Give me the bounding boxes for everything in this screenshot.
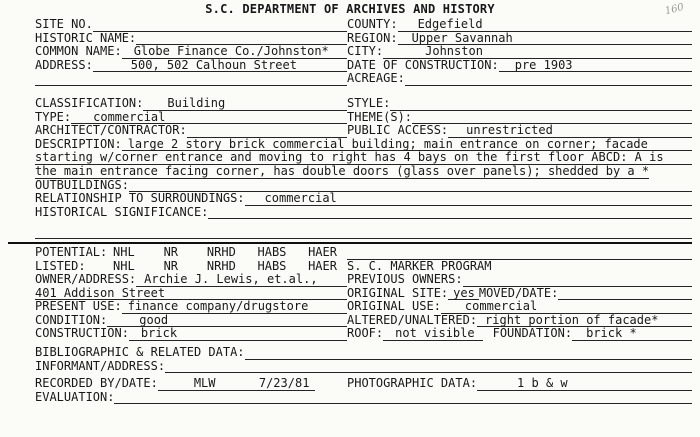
historical-significance-line — [208, 206, 692, 220]
field-photographic-data — [347, 377, 692, 391]
foundation-label: FOUNDATION: — [492, 326, 573, 341]
previous-owners-label: PREVIOUS OWNERS: — [347, 272, 463, 287]
row-blank-line — [35, 225, 692, 239]
owner-address-line — [322, 273, 347, 287]
address-continuation-line — [35, 72, 347, 86]
field-address-continuation — [35, 72, 347, 86]
row-listed-marker — [35, 260, 692, 274]
altered-unaltered-label: ALTERED/UNALTERED: — [347, 312, 478, 327]
field-public-access — [347, 124, 692, 138]
row-address-construction-date — [35, 59, 692, 73]
outbuildings-label: OUTBUILDINGS: — [35, 177, 129, 192]
field-condition — [35, 314, 347, 328]
photographic-data-value: 1 b & w — [477, 377, 576, 391]
address-value: 500, 502 Calhoun Street — [93, 59, 303, 73]
city-line — [491, 45, 692, 59]
recorded-by-date-value: MLW 7/23/81 — [158, 377, 316, 391]
relationship-value: commercial — [245, 192, 347, 206]
altered-unaltered-value: right portion of facade* — [477, 314, 662, 328]
relationship-label: RELATIONSHIP TO SURROUNDINGS: — [35, 191, 245, 206]
marker-program-label: S. C. MARKER PROGRAM — [347, 258, 492, 273]
informant-address-line — [165, 360, 692, 374]
bibliographic-line — [245, 346, 692, 360]
public-access-line — [561, 124, 692, 138]
architect-contractor-line — [187, 124, 347, 138]
construction-label: CONSTRUCTION: — [35, 326, 129, 341]
recorded-by-date-label: RECORDED BY/DATE: — [35, 376, 158, 391]
original-site-label: ORIGINAL SITE: — [347, 285, 449, 300]
field-date-of-construction — [347, 59, 692, 73]
description-value-line3: the main entrance facing corner, has double doors (glass over panels); shedded by a * — [35, 163, 650, 178]
description-line2-rule — [664, 151, 692, 165]
field-present-use — [35, 300, 347, 314]
city-value: Johnston — [383, 45, 491, 59]
themes-label: THEME(S): — [347, 109, 413, 124]
row-description-1 — [35, 138, 692, 152]
city-label: CITY: — [347, 44, 384, 59]
previous-owners-line — [463, 273, 692, 287]
handwritten-page-number: 160 — [663, 1, 685, 18]
region-line — [521, 32, 692, 46]
address-label: ADDRESS: — [35, 57, 93, 72]
common-name-label: COMMON NAME: — [35, 44, 122, 59]
owner-address-value2: 401 Addison Street — [35, 285, 166, 300]
style-label: STYLE: — [347, 95, 391, 110]
county-label: COUNTY: — [347, 17, 398, 31]
relationship-line — [347, 192, 692, 206]
site-no-line — [93, 18, 347, 32]
blank-continuation-line — [35, 225, 692, 239]
field-themes — [347, 111, 692, 125]
style-line — [390, 97, 692, 111]
type-label: TYPE: — [35, 109, 72, 124]
row-bibliographic — [35, 346, 692, 360]
row-construction-roof — [35, 327, 692, 341]
public-access-label: PUBLIC ACCESS: — [347, 123, 449, 138]
row-presentuse-originaluse — [35, 300, 692, 314]
row-outbuildings — [35, 179, 692, 193]
description-line1-rule — [652, 138, 692, 152]
region-label: REGION: — [347, 30, 398, 45]
owner-address2-line — [165, 287, 347, 301]
field-recorded-by-date — [35, 377, 347, 391]
field-owner-address-2 — [35, 287, 347, 301]
original-use-value: commercial — [441, 300, 545, 314]
condition-value: good — [107, 314, 176, 328]
construction-value: brick — [129, 327, 185, 341]
field-type — [35, 111, 347, 125]
field-style — [347, 97, 692, 111]
potential-options: NHL NR NRHD HABS HAER — [113, 244, 337, 259]
address-line — [303, 59, 347, 73]
field-site-no — [35, 18, 347, 32]
historic-name-line — [136, 32, 347, 46]
foundation-line — [643, 327, 692, 341]
field-previous-owners — [347, 273, 692, 287]
field-construction — [35, 327, 347, 341]
marker-program-spacer — [492, 260, 693, 274]
roof-label: ROOF: — [347, 326, 384, 341]
field-owner-address — [35, 273, 347, 287]
original-use-label: ORIGINAL USE: — [347, 299, 441, 314]
field-architect-contractor — [35, 124, 347, 138]
description-line3-trail — [649, 165, 692, 179]
photographic-data-label: PHOTOGRAPHIC DATA: — [347, 376, 478, 391]
row-description-2 — [35, 151, 692, 165]
public-access-value: unrestricted — [448, 124, 561, 138]
themes-line — [412, 111, 692, 125]
description-value-line2: starting w/corner entrance and moving to right has 4 bays on the first floor ABCD: A is — [35, 150, 664, 165]
original-use-line — [545, 300, 692, 314]
row-evaluation — [35, 391, 692, 405]
bibliographic-label: BIBLIOGRAPHIC & RELATED DATA: — [35, 345, 245, 360]
construction-line — [185, 327, 347, 341]
row-owneraddr2-originalsite — [35, 287, 692, 301]
field-altered-unaltered — [347, 314, 692, 328]
form-title: S.C. DEPARTMENT OF ARCHIVES AND HISTORY — [205, 2, 495, 16]
roof-value: not visible — [383, 327, 482, 341]
classification-value: Building — [143, 97, 231, 111]
row-type-themes — [35, 111, 692, 125]
architect-contractor-label: ARCHITECT/CONTRACTOR: — [35, 123, 187, 138]
field-marker-program — [347, 260, 692, 274]
field-roof-foundation — [347, 327, 692, 341]
acreage-line — [405, 72, 692, 86]
acreage-label: ACREAGE: — [347, 71, 405, 86]
county-line — [491, 18, 692, 32]
moved-date-label: MOVED/DATE: — [478, 285, 559, 300]
field-acreage — [347, 72, 692, 86]
altered-unaltered-line — [662, 314, 692, 328]
listed-options: NHL NR NRHD HABS HAER — [113, 258, 337, 273]
field-original-use — [347, 300, 692, 314]
common-name-line — [335, 45, 347, 59]
section-divider-rule — [8, 242, 692, 244]
row-recorded-photographic — [35, 377, 692, 391]
row-potential — [35, 246, 692, 260]
foundation-value: brick * — [572, 327, 643, 341]
historic-name-label: HISTORIC NAME: — [35, 30, 137, 45]
field-listed — [35, 260, 347, 274]
common-name-value: Globe Finance Co./Johnston* — [122, 45, 335, 59]
evaluation-line — [114, 391, 692, 405]
row-relationship — [35, 192, 692, 206]
description-value-line1: large 2 story brick commercial building; main entrance on corner; facade — [122, 138, 652, 152]
present-use-label: PRESENT USE: — [35, 299, 122, 314]
field-potential-line — [347, 246, 692, 260]
potential-label: POTENTIAL: — [35, 244, 108, 259]
present-use-line — [312, 300, 347, 314]
field-classification — [35, 97, 347, 111]
row-owner-previousowners — [35, 273, 692, 287]
field-historic-name — [35, 32, 347, 46]
historical-significance-label: HISTORICAL SIGNIFICANCE: — [35, 204, 209, 219]
owner-address-label: OWNER/ADDRESS: — [35, 272, 137, 287]
informant-address-label: INFORMANT/ADDRESS: — [35, 358, 166, 373]
original-site-value: yes — [448, 287, 479, 301]
row-description-3 — [35, 165, 692, 179]
field-county — [347, 18, 692, 32]
date-of-construction-label: DATE OF CONSTRUCTION: — [347, 57, 499, 72]
description-label: DESCRIPTION: — [35, 136, 122, 151]
row-addresscont-acreage — [35, 72, 692, 86]
listed-label: LISTED: — [35, 258, 86, 273]
region-value: Upper Savannah — [398, 32, 521, 46]
row-informant — [35, 360, 692, 374]
potential-line — [347, 246, 692, 260]
present-use-value: finance company/drugstore — [122, 300, 313, 314]
county-value: Edgefield — [398, 18, 491, 32]
row-architect-publicaccess — [35, 124, 692, 138]
evaluation-label: EVALUATION: — [35, 389, 115, 404]
row-commonname-city — [35, 45, 692, 59]
field-common-name — [35, 45, 347, 59]
outbuildings-line — [129, 179, 692, 193]
row-siteno-county — [35, 18, 692, 32]
row-historical-significance — [35, 206, 692, 220]
type-line — [171, 111, 347, 125]
moved-date-line — [558, 287, 692, 301]
classification-line — [231, 97, 347, 111]
field-city — [347, 45, 692, 59]
field-potential — [35, 246, 347, 260]
field-region — [347, 32, 692, 46]
row-condition-altered — [35, 314, 692, 328]
row-classification-style — [35, 97, 692, 111]
row-historicname-region — [35, 32, 692, 46]
classification-label: CLASSIFICATION: — [35, 95, 144, 110]
owner-address-value: Archie J. Lewis, et.al., — [136, 273, 321, 287]
date-of-construction-value: pre 1903 — [499, 59, 581, 73]
recorded-by-date-spacer — [315, 377, 347, 391]
field-original-site — [347, 287, 692, 301]
condition-line — [176, 314, 347, 328]
date-of-construction-line — [581, 59, 692, 73]
field-address — [35, 59, 347, 73]
photographic-data-line — [576, 377, 692, 391]
type-value: commercial — [71, 111, 171, 125]
site-no-label: SITE NO. — [35, 17, 93, 31]
condition-label: CONDITION: — [35, 312, 108, 327]
